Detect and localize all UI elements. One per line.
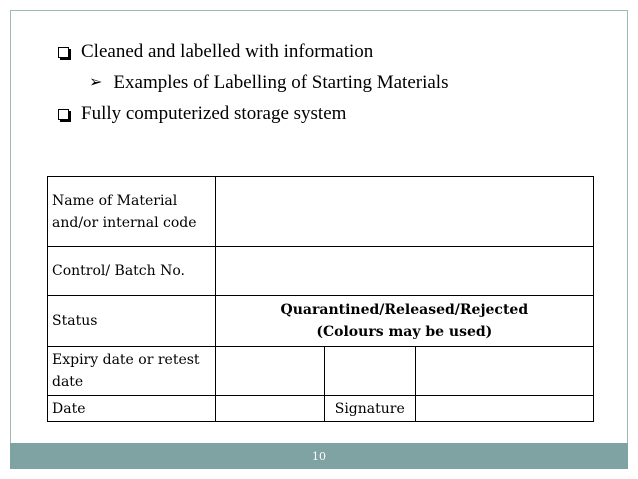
bullet-text: Fully computerized storage system: [81, 103, 347, 124]
bullet-text: Examples of Labelling of Starting Materials: [113, 72, 449, 93]
value-cell: [324, 347, 415, 396]
bullet-text: Cleaned and labelled with information: [81, 41, 374, 62]
status-value-cell: [215, 296, 593, 347]
signature-value-cell: [415, 396, 593, 422]
status-note: (Colours may be used): [316, 324, 493, 340]
value-cell: [215, 247, 593, 296]
table-row: [48, 177, 594, 247]
status-options: Quarantined/Released/Rejected: [280, 302, 529, 318]
checkbox-icon: [58, 109, 69, 120]
row-label: Status: [48, 296, 216, 347]
material-label-table: [47, 176, 594, 422]
bullet-item-1: [58, 38, 448, 69]
date-value-cell: [215, 396, 324, 422]
table-row: [48, 296, 594, 347]
signature-label: Signature: [324, 396, 415, 422]
checkbox-icon: [58, 47, 69, 58]
row-label: Expiry date or retest date: [48, 347, 216, 396]
footer-bar: [10, 443, 628, 469]
row-label: Name of Material and/or internal code: [48, 177, 216, 247]
page-number: 10: [312, 450, 326, 463]
bullet-item-2: [58, 69, 448, 100]
bullet-list: [58, 38, 448, 131]
arrow-icon: ➢: [89, 74, 103, 91]
table-row: [48, 347, 594, 396]
value-cell: [415, 347, 593, 396]
table-row: [48, 396, 594, 422]
bullet-item-3: [58, 100, 448, 131]
value-cell: [215, 177, 593, 247]
row-label: Control/ Batch No.: [48, 247, 216, 296]
row-label: Date: [48, 396, 216, 422]
table-row: [48, 247, 594, 296]
value-cell: [215, 347, 324, 396]
